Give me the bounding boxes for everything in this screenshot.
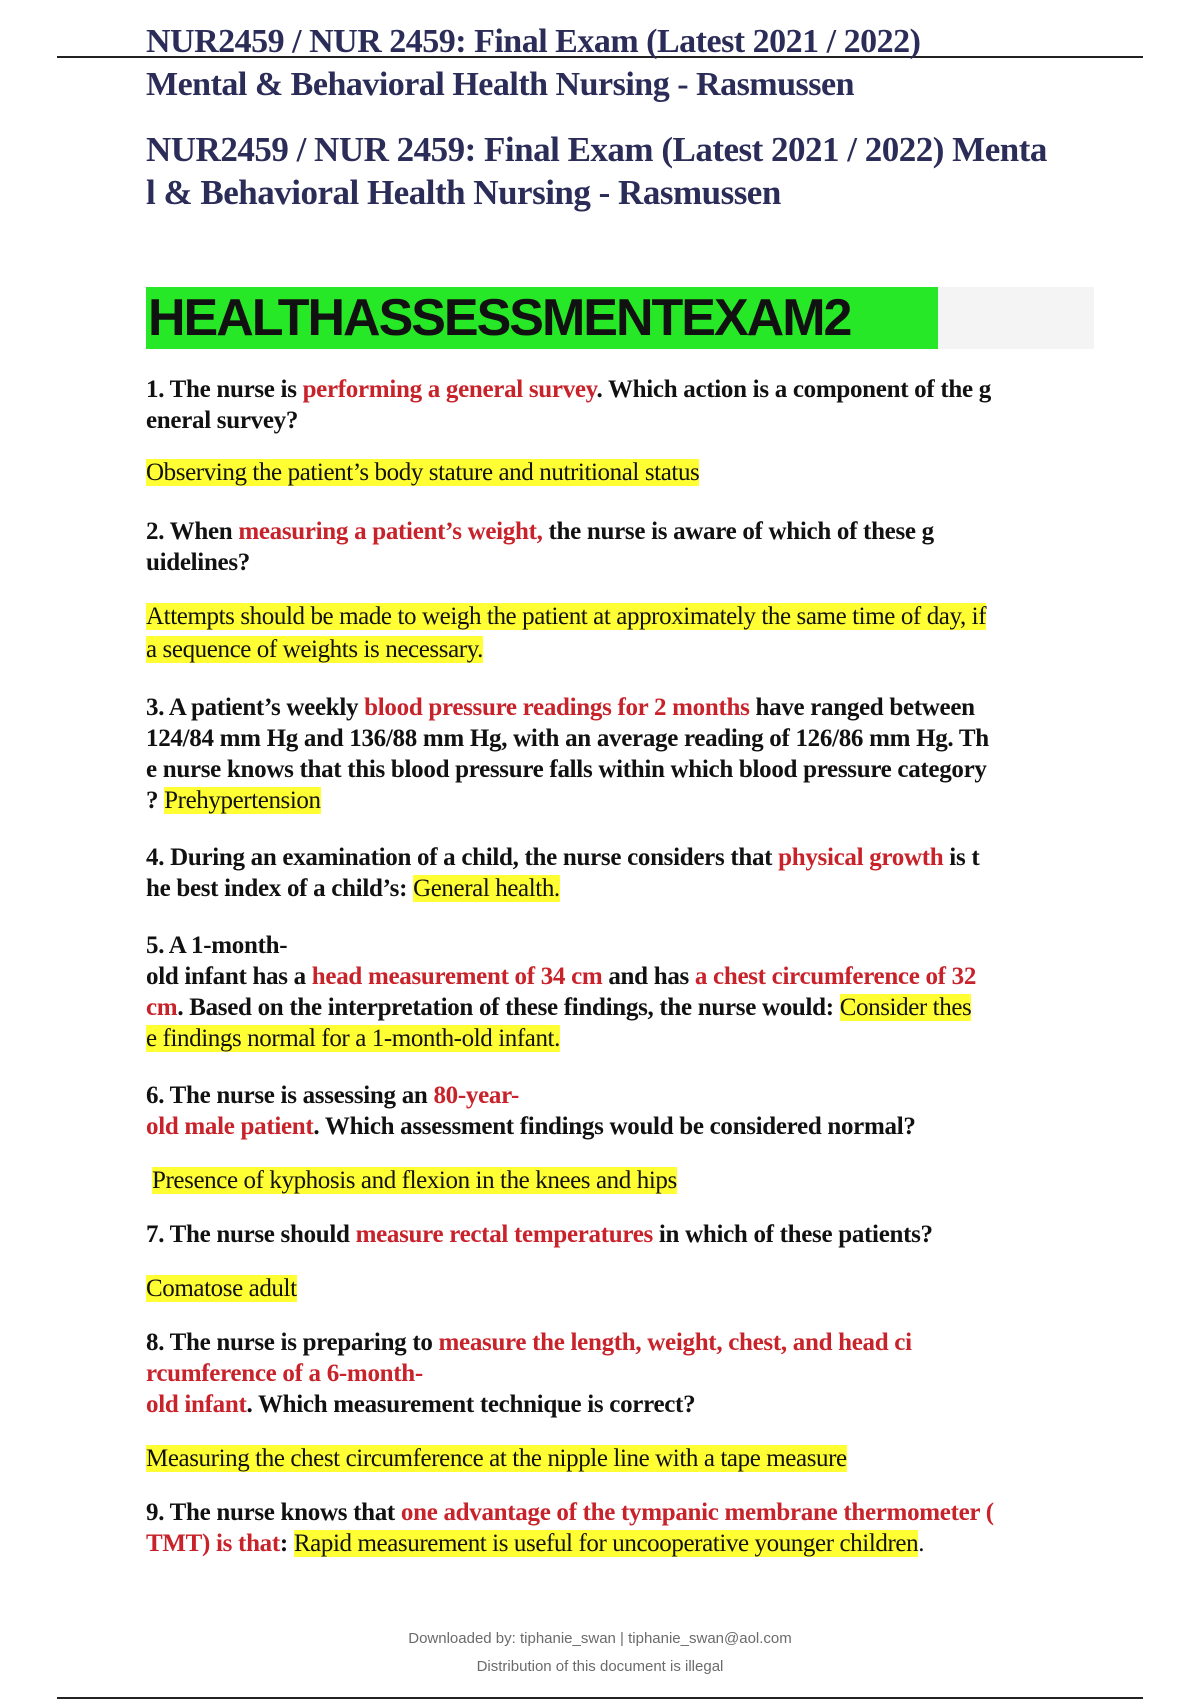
question-text-part: 124/84 mm Hg and 136/88 mm Hg, with an average reading of 126/86 mm Hg. Th: [146, 725, 989, 752]
question-text-part: .: [918, 1530, 925, 1557]
answer-highlight: Observing the patient’s body stature and nutritional status: [146, 459, 700, 486]
section-banner: [146, 287, 1094, 349]
answer-highlight: Presence of kyphosis and flexion in the knees and hips: [152, 1167, 677, 1194]
question-keyword: old male patient: [146, 1113, 314, 1140]
document-title-line-1: NUR2459 / NUR 2459: Final Exam (Latest 2021 / 2022) Menta: [146, 130, 1047, 169]
question-text-part: 9. The nurse knows that: [146, 1499, 401, 1526]
question-keyword: measuring a patient’s weight,: [238, 518, 543, 545]
question-text-part: old infant has a: [146, 963, 312, 990]
question-text-part: eneral survey?: [146, 407, 299, 434]
answer: [146, 600, 1081, 666]
question-text: [146, 1497, 1081, 1559]
answer-highlight: Measuring the chest circumference at the nipple line with a tape measure: [146, 1445, 847, 1472]
question-text-part: uidelines?: [146, 549, 250, 576]
question-text-part: ?: [146, 787, 165, 814]
question-keyword: head measurement of 34 cm: [311, 963, 603, 990]
question-text-part: . Which assessment findings would be considered normal?: [313, 1113, 916, 1140]
footer-distribution-notice: Distribution of this document is illegal: [476, 1658, 724, 1675]
answer-highlight: Attempts should be made to weigh the patient at approximately the same time of day, if: [146, 603, 987, 630]
question-text-part: :: [279, 1530, 294, 1557]
question-5: [146, 930, 1081, 1054]
question-text-part: 4. During an examination of a child, the nurse considers that: [146, 844, 779, 871]
answer-highlight: Consider thes: [839, 994, 972, 1021]
question-text-part: . Which measurement technique is correct?: [246, 1391, 696, 1418]
question-text-part: is t: [943, 844, 980, 871]
question-list: [146, 374, 1081, 1559]
answer-highlight: a sequence of weights is necessary.: [146, 636, 484, 663]
answer-highlight: Comatose adult: [146, 1275, 297, 1302]
document-header: [146, 20, 1096, 214]
question-text-part: 5. A 1-month-: [146, 932, 288, 959]
answer: [146, 456, 1081, 489]
question-keyword: blood pressure readings for 2 months: [364, 694, 750, 721]
document-title: [146, 128, 1096, 214]
question-text-part: . Based on the interpretation of these findings, the nurse would:: [177, 994, 840, 1021]
answer: [146, 1442, 1081, 1475]
question-text-part: and has: [602, 963, 695, 990]
question-text: [146, 842, 1081, 904]
question-text: [146, 374, 1081, 436]
question-4: [146, 842, 1081, 904]
question-keyword: measure the length, weight, chest, and head ci: [438, 1329, 912, 1356]
bottom-rule: [57, 1697, 1143, 1699]
header-line-2: Mental & Behavioral Health Nursing - Rasmussen: [146, 66, 854, 103]
question-text: [146, 692, 1081, 816]
answer: [146, 1164, 1081, 1197]
document-title-line-2: l & Behavioral Health Nursing - Rasmussen: [146, 173, 781, 212]
question-text-part: have ranged between: [749, 694, 975, 721]
question-7: [146, 1219, 1081, 1305]
question-text: [146, 1080, 1081, 1142]
question-text-part: he best index of a child’s:: [146, 875, 414, 902]
question-text-part: 1. The nurse is: [146, 376, 303, 403]
answer-highlight: Prehypertension: [164, 787, 321, 814]
question-text-part: 3. A patient’s weekly: [146, 694, 365, 721]
answer-highlight: Rapid measurement is useful for uncooperative younger children: [293, 1530, 919, 1557]
answer-highlight: General health.: [413, 875, 560, 902]
question-text: [146, 516, 1081, 578]
question-3: [146, 692, 1081, 816]
question-text-part: . Which action is a component of the g: [596, 376, 991, 403]
question-keyword: a chest circumference of 32: [694, 963, 977, 990]
question-text-part: 8. The nurse is preparing to: [146, 1329, 439, 1356]
question-text: [146, 1219, 1081, 1250]
question-text-part: the nurse is aware of which of these g: [542, 518, 934, 545]
question-keyword: rcumference of a 6-month-: [146, 1360, 423, 1387]
question-text-part: 2. When: [146, 518, 239, 545]
question-2: [146, 516, 1081, 666]
question-text-part: 6. The nurse is assessing an: [146, 1082, 434, 1109]
question-keyword: old infant: [146, 1391, 247, 1418]
question-keyword: cm: [146, 994, 178, 1021]
question-text-part: e nurse knows that this blood pressure falls within which blood pressure category: [146, 756, 987, 783]
question-keyword: 80-year-: [433, 1082, 519, 1109]
question-keyword: one advantage of the tympanic membrane thermometer (: [400, 1499, 994, 1526]
question-keyword: measure rectal temperatures: [355, 1221, 653, 1248]
question-8: [146, 1327, 1081, 1475]
question-keyword: performing a general survey: [302, 376, 597, 403]
question-keyword: TMT) is that: [146, 1530, 280, 1557]
header-line-1: NUR2459 / NUR 2459: Final Exam (Latest 2021 / 2022): [146, 23, 921, 60]
section-banner-title: HEALTHASSESSMENTEXAM2: [146, 287, 938, 349]
question-9: [146, 1497, 1081, 1559]
question-text: [146, 1327, 1081, 1420]
question-keyword: physical growth: [778, 844, 944, 871]
question-text-part: 7. The nurse should: [146, 1221, 356, 1248]
footer-downloaded-by: Downloaded by: tiphanie_swan | tiphanie_swan@aol.com: [408, 1630, 792, 1647]
answer-highlight: e findings normal for a 1-month-old infant.: [146, 1025, 560, 1052]
answer: [146, 1272, 1081, 1305]
question-1: [146, 374, 1081, 489]
question-text-part: in which of these patients?: [652, 1221, 933, 1248]
question-6: [146, 1080, 1081, 1197]
question-text: [146, 930, 1081, 1054]
